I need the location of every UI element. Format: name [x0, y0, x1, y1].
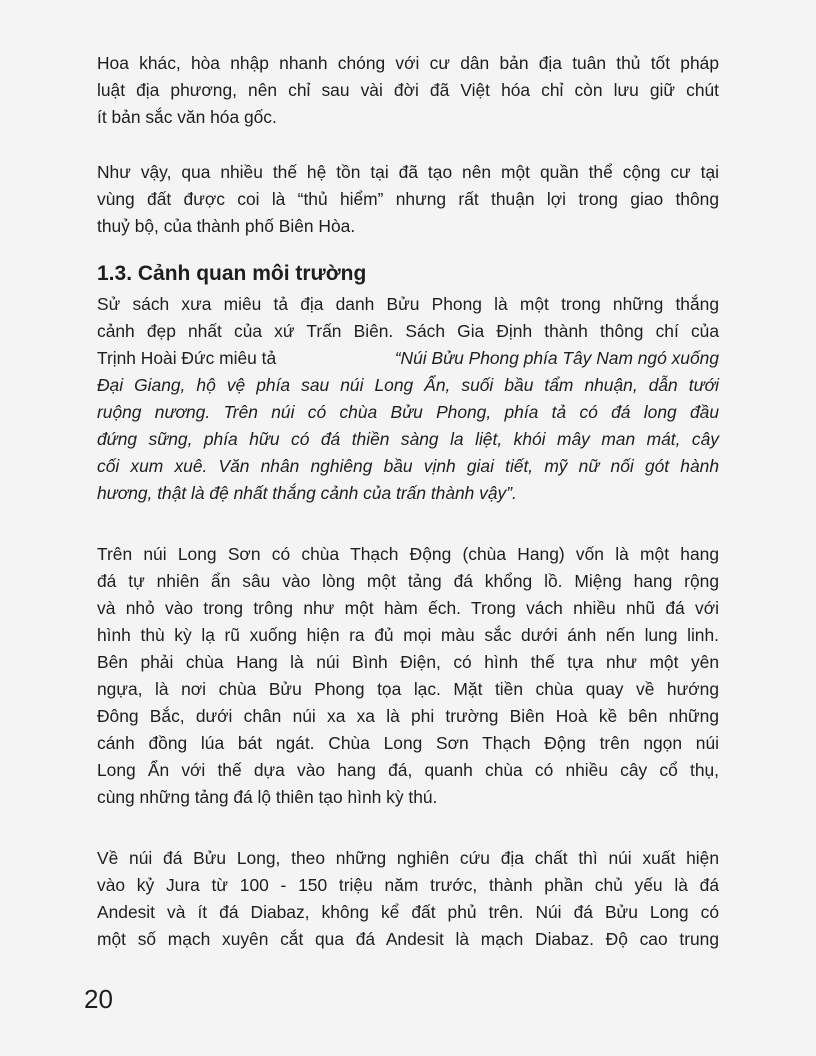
text-line: Andesit và ít đá Diabaz, không kể đất phủ trên. Núi đá Bửu Long có: [97, 902, 719, 922]
text-line: ít bản sắc văn hóa gốc.: [97, 107, 277, 127]
quotation-line: Đại Giang, hộ vệ phía sau núi Long Ẩn, suối bầu tẩm nhuận, dẫn tưới: [97, 375, 719, 395]
text-line: đá tự nhiên ẩn sâu vào lòng một tảng đá khổng lồ. Miệng hang rộng: [97, 571, 719, 591]
text-line: Bên phải chùa Hang là núi Bình Điện, có hình thế tựa như một yên: [97, 652, 719, 672]
text-line: hình thù kỳ lạ rũ xuống hiện ra đủ mọi màu sắc dưới ánh nến lung linh.: [97, 625, 719, 645]
quotation-line: ruộng nương. Trên núi có chùa Bửu Phong, phía tả có đá long đầu: [97, 402, 719, 422]
text-line: ngựa, là nơi chùa Bửu Phong tọa lạc. Mặt tiền chùa quay về hướng: [97, 679, 719, 699]
text-line: Đông Bắc, dưới chân núi xa xa là phi trường Biên Hoà kề bên những: [97, 706, 719, 726]
quotation-run: “Núi Bửu Phong phía Tây Nam ngó xuống: [394, 348, 719, 368]
text-line: [97, 345, 719, 371]
text-line: Long Ẩn với thế dựa vào hang đá, quanh chùa có nhiều cây cổ thụ,: [97, 760, 719, 780]
quotation-line: hương, thật là đệ nhất thắng cảnh của trấn thành vậy”.: [97, 483, 517, 503]
text-line: thuỷ bộ, của thành phố Biên Hòa.: [97, 216, 356, 236]
text-line: Trên núi Long Sơn có chùa Thạch Động (chùa Hang) vốn là một hang: [97, 544, 719, 564]
text-line: Như vậy, qua nhiều thế hệ tồn tại đã tạo nên một quần thể cộng cư tại: [97, 162, 719, 182]
text-line: Sử sách xưa miêu tả địa danh Bửu Phong là một trong những thắng: [97, 294, 719, 314]
section-heading: 1.3. Cảnh quan môi trường: [97, 262, 367, 285]
text-line: luật địa phương, nên chỉ sau vài đời đã Việt hóa chỉ còn lưu giữ chút: [97, 80, 719, 100]
text-line: vào kỷ Jura từ 100 - 150 triệu năm trước, thành phần chủ yếu là đá: [97, 875, 719, 895]
text-line: vùng đất được coi là “thủ hiểm” nhưng rất thuận lợi trong giao thông: [97, 189, 719, 209]
page-number: 20: [84, 984, 113, 1014]
text-line: Về núi đá Bửu Long, theo những nghiên cứu địa chất thì núi xuất hiện: [97, 848, 719, 868]
text-line: một số mạch xuyên cắt qua đá Andesit là mạch Diabaz. Độ cao trung: [97, 929, 719, 949]
text-line: cánh đồng lúa bát ngát. Chùa Long Sơn Thạch Động trên ngọn núi: [97, 733, 719, 753]
text-line: cùng những tảng đá lộ thiên tạo hình kỳ thú.: [97, 787, 438, 807]
text-run: Trịnh Hoài Đức miêu tả: [97, 348, 277, 368]
text-line: cảnh đẹp nhất của xứ Trấn Biên. Sách Gia Định thành thông chí của: [97, 321, 719, 341]
text-line: Hoa khác, hòa nhập nhanh chóng với cư dân bản địa tuân thủ tốt pháp: [97, 53, 719, 73]
quotation-line: cối xum xuê. Văn nhân nghiêng bầu vịnh giai tiết, mỹ nữ nối gót hành: [97, 456, 719, 476]
text-line: và nhỏ vào trong trông như một hàm ếch. Trong vách nhiều nhũ đá với: [97, 598, 719, 618]
quotation-line: đứng sững, phía hữu có đá thiền sàng la liệt, khói mây man mát, cây: [97, 429, 719, 449]
